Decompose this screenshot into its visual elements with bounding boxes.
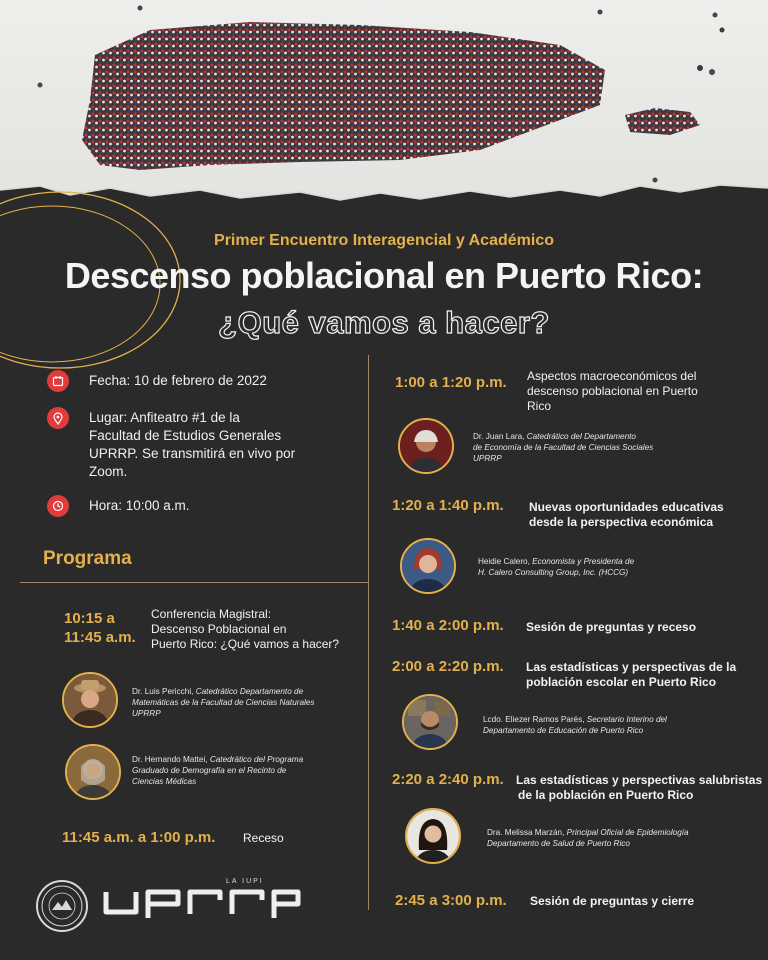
desc-line: Las estadísticas y perspectivas de la	[526, 660, 737, 674]
speaker-role: Matemáticas de la Facultad de Ciencias Naturales	[132, 698, 315, 707]
program-description	[527, 369, 698, 414]
info-fecha	[47, 372, 267, 392]
program-time: 1:40 a 2:00 p.m.	[392, 617, 504, 634]
event-subtitle: ¿Qué vamos a hacer?	[218, 305, 550, 340]
lugar-line: Facultad de Estudios Generales	[89, 428, 282, 443]
speaker-name: Dr. Hernando Mattei,	[132, 755, 208, 764]
info-lugar	[47, 409, 295, 481]
program-description	[516, 773, 762, 803]
speaker-role: Graduado de Demografía en el Recinto de	[132, 766, 287, 775]
calendar-icon	[47, 370, 69, 392]
speaker-role: de Economía de la Facultad de Ciencias Sociales	[473, 443, 654, 452]
hora-text: Hora: 10:00 a.m.	[89, 498, 190, 513]
time-line: 11:45 a.m.	[64, 629, 136, 646]
column-divider	[368, 355, 369, 910]
speaker-role: Catedrático del Departamento	[526, 432, 636, 441]
event-eyebrow: Primer Encuentro Interagencial y Académico	[214, 232, 554, 249]
program-time: 1:00 a 1:20 p.m.	[395, 374, 507, 391]
program-time: 1:20 a 1:40 p.m.	[392, 497, 504, 514]
speaker-photo	[398, 418, 454, 474]
speaker-name: Dra. Melissa Marzán,	[487, 828, 565, 837]
speaker-photo	[402, 694, 458, 750]
speaker-photo	[62, 672, 118, 728]
programa-heading: Programa	[43, 548, 132, 569]
desc-line: Nuevas oportunidades educativas	[529, 500, 724, 514]
speaker-role: Principal Oficial de Epidemiología	[566, 828, 689, 837]
speaker-role: UPRRP	[132, 709, 161, 718]
program-description	[526, 660, 736, 690]
desc-line: de la población en Puerto Rico	[518, 788, 694, 802]
speaker-photo	[400, 538, 456, 594]
break-label: Receso	[243, 831, 284, 845]
program-time	[64, 609, 136, 647]
info-hora	[47, 497, 190, 517]
program-time: 2:00 a 2:20 p.m.	[392, 658, 504, 675]
speaker-role: Catedrático Departamento de	[195, 687, 304, 696]
speaker-credit	[478, 556, 634, 578]
clock-icon	[47, 495, 69, 517]
speaker-name: Dr. Juan Lara,	[473, 432, 525, 441]
speaker-credit	[132, 754, 303, 787]
speaker-role: H. Calero Consulting Group, Inc. (HCCG)	[478, 568, 629, 577]
la-iupi-label: LA IUPI	[226, 878, 264, 885]
program-description: Sesión de preguntas y receso	[526, 620, 697, 634]
lugar-line: UPRRP. Se transmitirá en vivo por	[89, 446, 296, 461]
break-time: 11:45 a.m. a 1:00 p.m.	[62, 829, 216, 846]
fecha-text: Fecha: 10 de febrero de 2022	[89, 373, 267, 388]
desc-line: desde la perspectiva económica	[529, 515, 714, 529]
speaker-credit	[132, 686, 315, 719]
desc-line: Descenso Poblacional en	[151, 622, 287, 636]
program-description: Sesión de preguntas y cierre	[530, 894, 695, 908]
program-time: 2:20 a 2:40 p.m.	[392, 771, 504, 788]
speaker-credit	[487, 827, 689, 849]
desc-line: Rico	[527, 399, 552, 413]
lugar-line: Zoom.	[89, 464, 128, 479]
program-time: 2:45 a 3:00 p.m.	[395, 892, 507, 909]
speaker-photo	[405, 808, 461, 864]
speaker-name: Dr. Luis Pericchi,	[132, 687, 194, 696]
speaker-role: Departamento de Salud de Puerto Rico	[487, 839, 630, 848]
time-line: 10:15 a	[64, 610, 115, 627]
speaker-role: Catedrático del Programa	[209, 755, 304, 764]
lugar-line: Lugar: Anfiteatro #1 de la	[89, 410, 240, 425]
lugar-text	[89, 409, 295, 481]
speaker-role: Departamento de Educación de Puerto Rico	[483, 726, 644, 735]
section-divider	[20, 582, 368, 583]
speaker-name: Lcdo. Eliezer Ramos Parés,	[483, 715, 585, 724]
desc-line: descenso poblacional en Puerto	[527, 384, 698, 398]
event-title: Descenso poblacional en Puerto Rico:	[64, 255, 704, 296]
program-description	[151, 607, 339, 652]
university-seal-logo	[36, 880, 88, 932]
desc-line: Conferencia Magistral:	[151, 607, 272, 621]
speaker-role: UPRRP	[473, 454, 502, 463]
speaker-role: Economista y Presidenta de	[532, 557, 635, 566]
program-description	[529, 500, 724, 530]
desc-line: Las estadísticas y perspectivas salubristas	[516, 773, 763, 787]
speaker-credit	[483, 714, 667, 736]
speaker-photo	[65, 744, 121, 800]
desc-line: Puerto Rico: ¿Qué vamos a hacer?	[151, 637, 340, 651]
speaker-credit	[473, 431, 653, 464]
location-pin-icon	[47, 407, 69, 429]
speaker-name: Heidie Calero,	[478, 557, 530, 566]
desc-line: población escolar en Puerto Rico	[526, 675, 717, 689]
desc-line: Aspectos macroeconómicos del	[527, 369, 697, 383]
speaker-role: Secretario Interino del	[586, 715, 667, 724]
speaker-role: Ciencias Médicas	[132, 777, 197, 786]
uprrp-logo	[102, 888, 302, 920]
